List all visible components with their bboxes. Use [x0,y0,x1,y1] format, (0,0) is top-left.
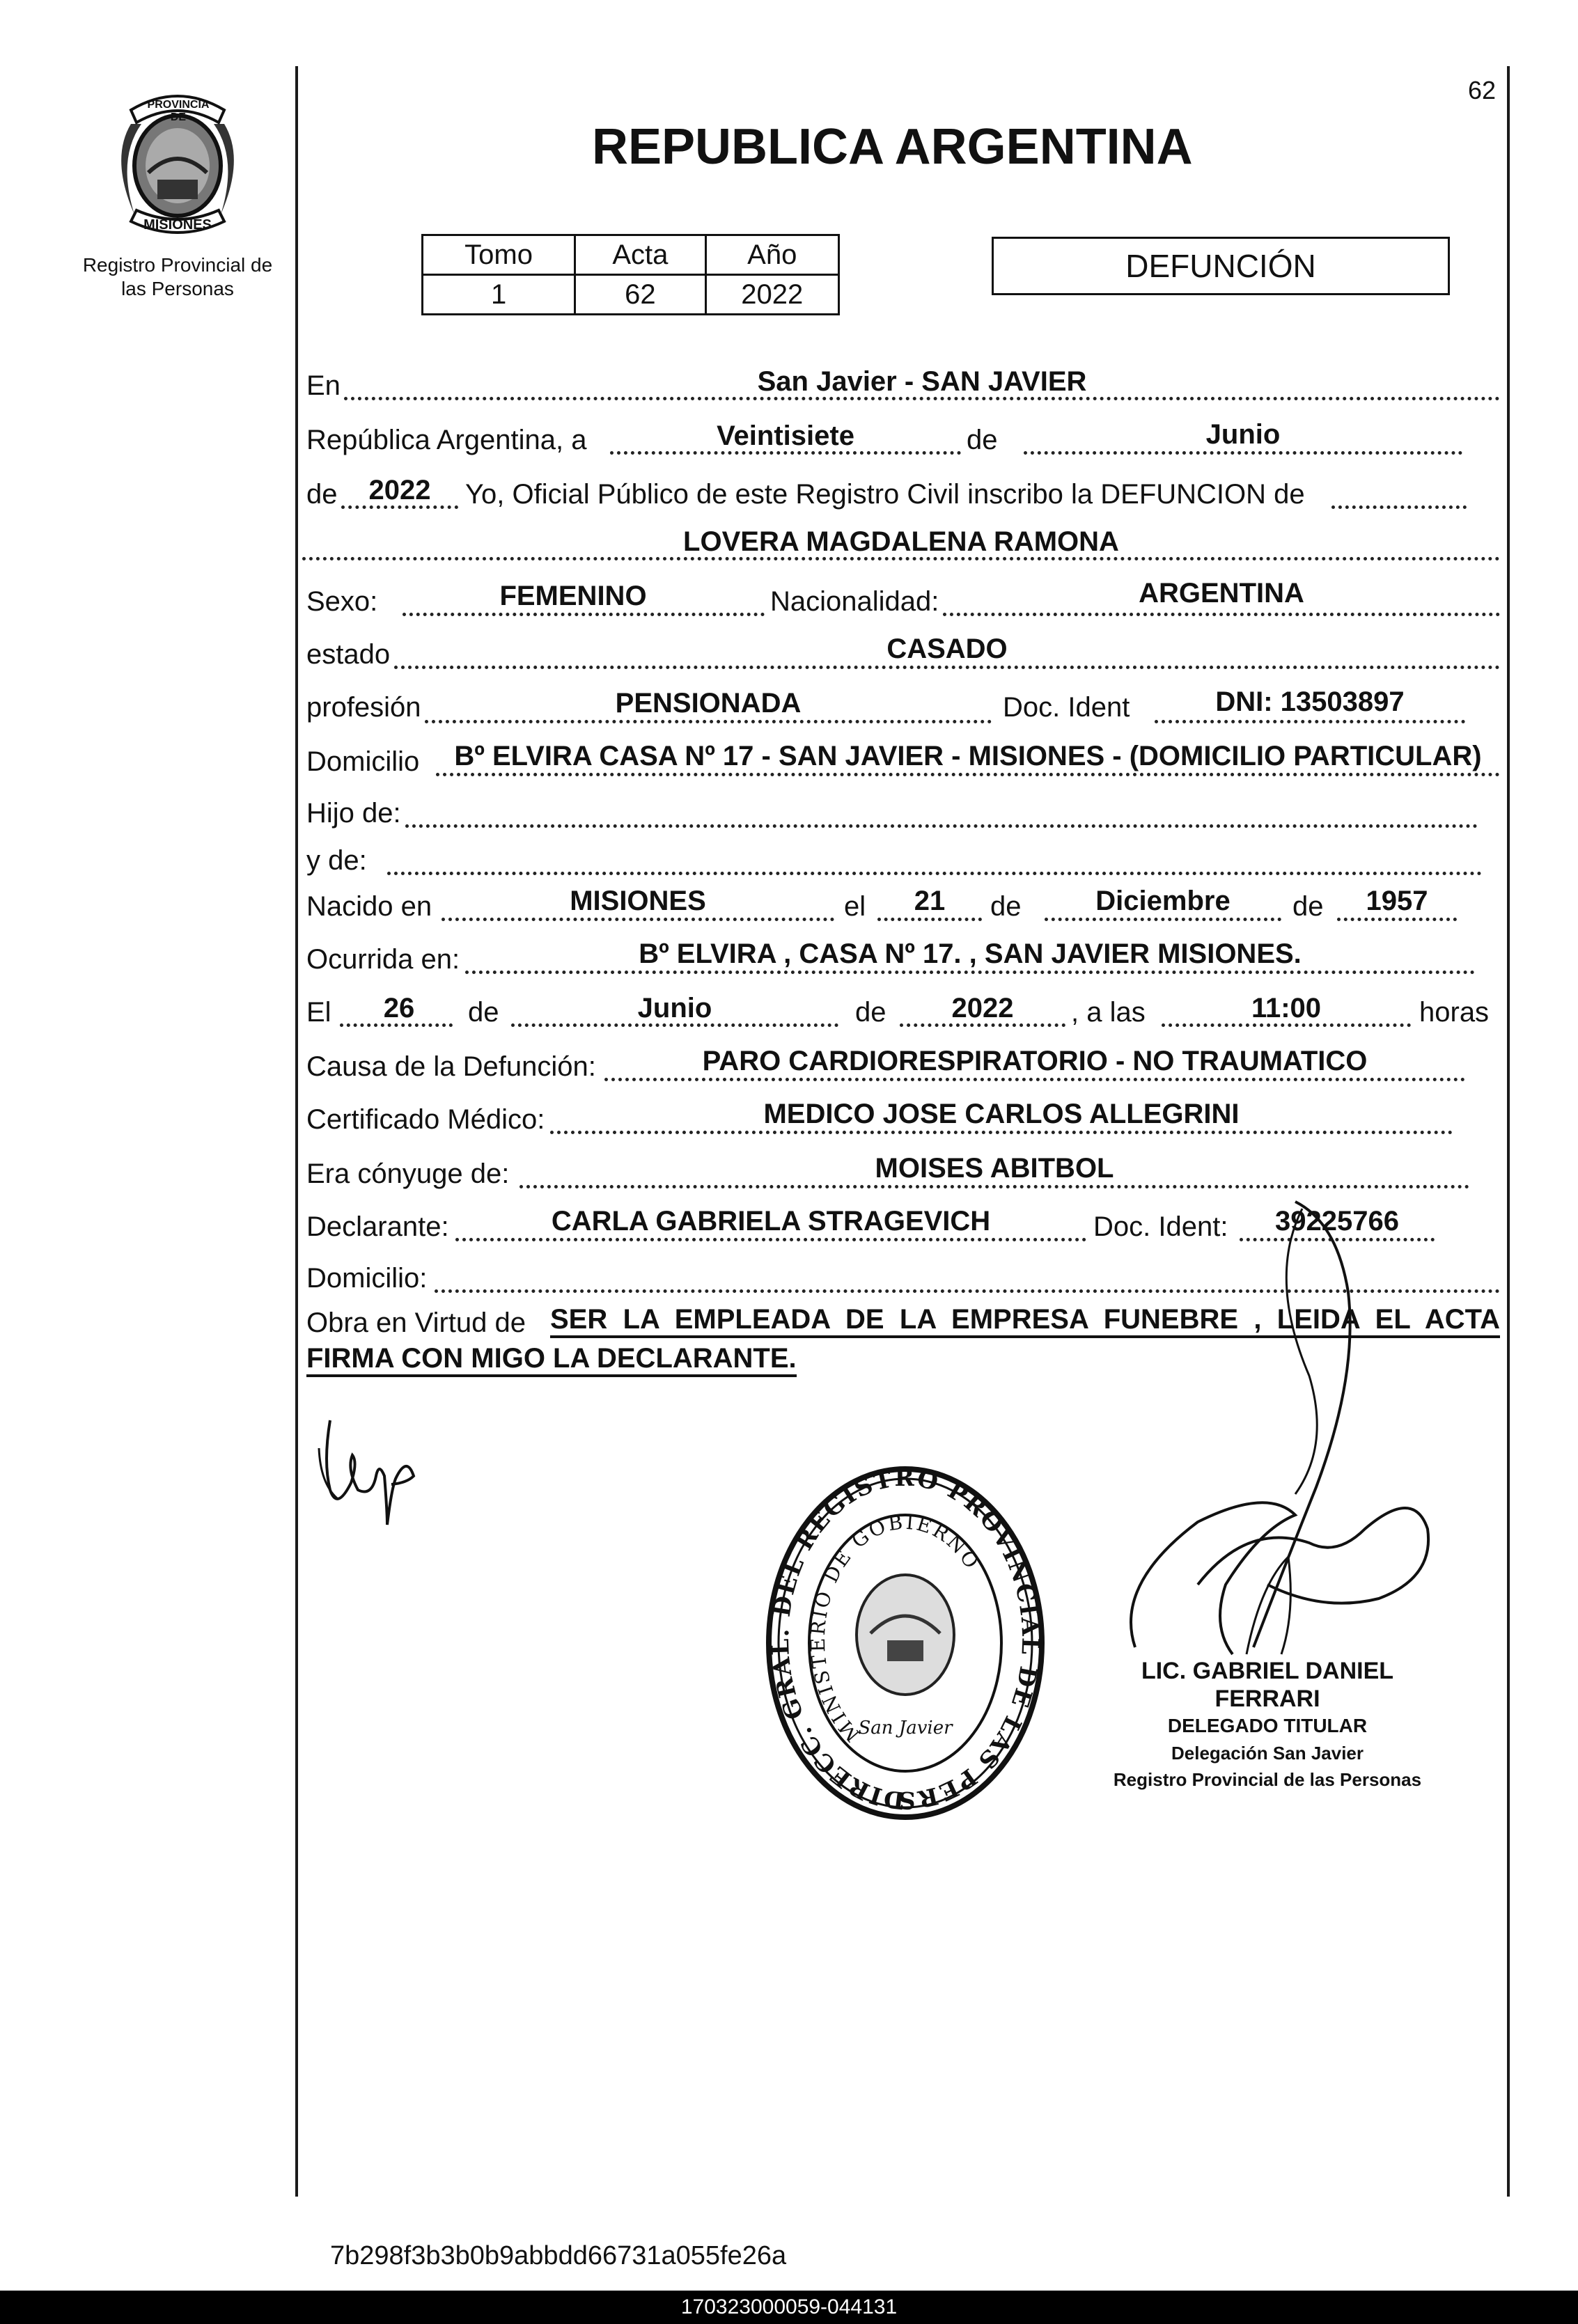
label-el: El [306,997,331,1028]
page-title: REPUBLICA ARGENTINA [592,119,1193,175]
label-doc-ident-colon: Doc. Ident: [1093,1211,1228,1242]
value-declarant-doc: 39225766 [1275,1206,1399,1236]
label-a-las: , a las [1071,997,1146,1028]
seal-location-text: San Javier [858,1718,953,1738]
value-virtue-line2: FIRMA CON MIGO LA DECLARANTE. [306,1342,797,1377]
dotted-line [387,872,1482,875]
dotted-line [943,613,1500,616]
registry-table-value-row [423,275,839,315]
dotted-line [1045,918,1281,921]
value-virtue-line1: SER LA EMPLEADA DE LA EMPRESA FUNEBRE , LEIDA EL ACTA [550,1303,1500,1338]
seal-inner-text: MINISTERIO DE GOBIERNO [806,1510,985,1746]
value-death-time: 11:00 [1251,993,1322,1023]
dotted-line [425,720,992,723]
official-office: Delegación San Javier [1171,1743,1364,1764]
official-title: DELEGADO TITULAR [1167,1715,1368,1736]
dotted-line [455,1238,1086,1241]
value-deceased-name: LOVERA MAGDALENA RAMONA [683,526,1119,557]
left-margin-line [295,66,298,2197]
barcode-strip [0,2291,1578,2324]
value-document: DNI: 13503897 [1215,686,1405,717]
declarant-signature [309,1406,435,1532]
registry-table [421,234,840,315]
label-de: de [1292,891,1324,922]
page-number: 62 [1468,76,1497,104]
document-hash: 7b298f3b3b0b9abbdd66731a055fe26a [330,2241,787,2270]
label-declarante: Declarante: [306,1211,449,1242]
label-republica-a: República Argentina, a [306,425,587,455]
label-sexo: Sexo: [306,586,378,617]
label-y-de: y de: [306,845,367,876]
value-civil-status: CASADO [886,634,1008,664]
dotted-line [877,918,982,921]
value-death-month: Junio [637,993,712,1023]
dotted-line [1331,505,1467,509]
value-spouse: MOISES ABITBOL [875,1153,1114,1184]
value-sex: FEMENINO [499,581,647,611]
registry-table-header-row [423,235,839,275]
dotted-line [1024,451,1462,455]
dotted-line [436,773,1500,776]
label-de: de [855,997,886,1028]
official-name: LIC. GABRIEL DANIEL FERRARI [1141,1658,1394,1712]
record-type-box [992,237,1450,295]
label-de: de [990,891,1022,922]
record-type-label: DEFUNCIÓN [1125,248,1316,284]
logo-top-text: PROVINCIA DE [147,99,210,123]
registry-name-line1: Registro Provincial de [82,254,273,276]
label-el-lower: el [844,891,866,922]
dotted-line [442,918,834,921]
label-domicilio: Domicilio [306,746,420,777]
value-declarant: CARLA GABRIELA STRAGEVICH [551,1206,991,1236]
value-doctor: MEDICO JOSE CARLOS ALLEGRINI [763,1099,1240,1129]
table-header-tomo: Tomo [423,235,575,275]
label-causa: Causa de la Defunción: [306,1051,596,1082]
label-domicilio-colon: Domicilio: [306,1263,428,1294]
dotted-line [403,613,765,616]
dotted-line [465,971,1475,974]
label-de: de [468,997,499,1028]
table-value-ano: 2022 [705,275,838,315]
value-day-words: Veintisiete [717,421,854,451]
label-nacido-en: Nacido en [306,891,432,922]
dotted-line [1337,918,1457,921]
label-estado: estado [306,639,391,670]
value-profession: PENSIONADA [615,688,802,719]
value-cause: PARO CARDIORESPIRATORIO - NO TRAUMATICO [702,1046,1368,1076]
right-margin-line [1507,66,1510,2197]
dotted-line [405,824,1478,828]
handwritten-signature-icon [309,1406,435,1532]
label-de: de [306,479,338,510]
label-certificado: Certificado Médico: [306,1104,545,1135]
value-birth-day: 21 [914,886,946,916]
value-death-year: 2022 [951,993,1014,1023]
value-place: San Javier - SAN JAVIER [757,366,1087,397]
seal-outer-text: DIRECC. GRAL. DEL REGISTRO PROVINCIAL DE LAS PERS [766,1463,1045,1814]
dotted-line [394,666,1500,669]
label-horas: horas [1419,997,1490,1028]
value-birth-month: Diciembre [1095,886,1231,916]
value-death-day: 26 [383,993,415,1023]
table-value-tomo: 1 [423,275,575,315]
official-stamp [1086,1657,1448,1792]
label-en: En [306,370,341,401]
handwritten-signature-icon [1086,1195,1448,1675]
value-month: Junio [1205,419,1281,450]
official-seal [759,1459,1052,1827]
dotted-line [550,1131,1453,1134]
barcode-text: 170323000059-044131 [680,2295,898,2318]
value-death-place: Bº ELVIRA , CASA Nº 17. , SAN JAVIER MISIONES. [639,939,1302,969]
table-header-acta: Acta [575,235,705,275]
table-value-acta: 62 [575,275,705,315]
label-conyuge: Era cónyuge de: [306,1159,510,1189]
official-registry: Registro Provincial de las Personas [1113,1769,1422,1790]
value-year: 2022 [368,475,431,505]
label-doc-ident: Doc. Ident [1003,692,1130,723]
label-yo-oficial: Yo, Oficial Público de este Registro Civil inscribo la DEFUNCION de [465,479,1305,510]
coat-of-arms-logo [103,82,252,239]
label-de: de [967,425,998,455]
table-header-ano: Año [705,235,838,275]
seal-icon [759,1459,1052,1827]
label-nacionalidad: Nacionalidad: [770,586,939,617]
dotted-line [520,1185,1469,1188]
registry-name [70,253,286,301]
value-birth-year: 1957 [1366,886,1428,916]
official-signature [1086,1195,1448,1675]
value-nationality: ARGENTINA [1139,578,1304,609]
value-birth-place: MISIONES [570,886,706,916]
dotted-line [1155,720,1465,723]
dotted-line [604,1078,1465,1081]
label-obra-en-virtud: Obra en Virtud de [306,1308,526,1338]
label-ocurrida-en: Ocurrida en: [306,944,460,975]
label-hijo-de: Hijo de: [306,798,401,829]
label-profesion: profesión [306,692,421,723]
logo-bottom-text: MISIONES [143,217,212,233]
registry-name-line2: las Personas [121,278,234,299]
value-address: Bº ELVIRA CASA Nº 17 - SAN JAVIER - MISIONES - (DOMICILIO PARTICULAR) [454,741,1482,771]
